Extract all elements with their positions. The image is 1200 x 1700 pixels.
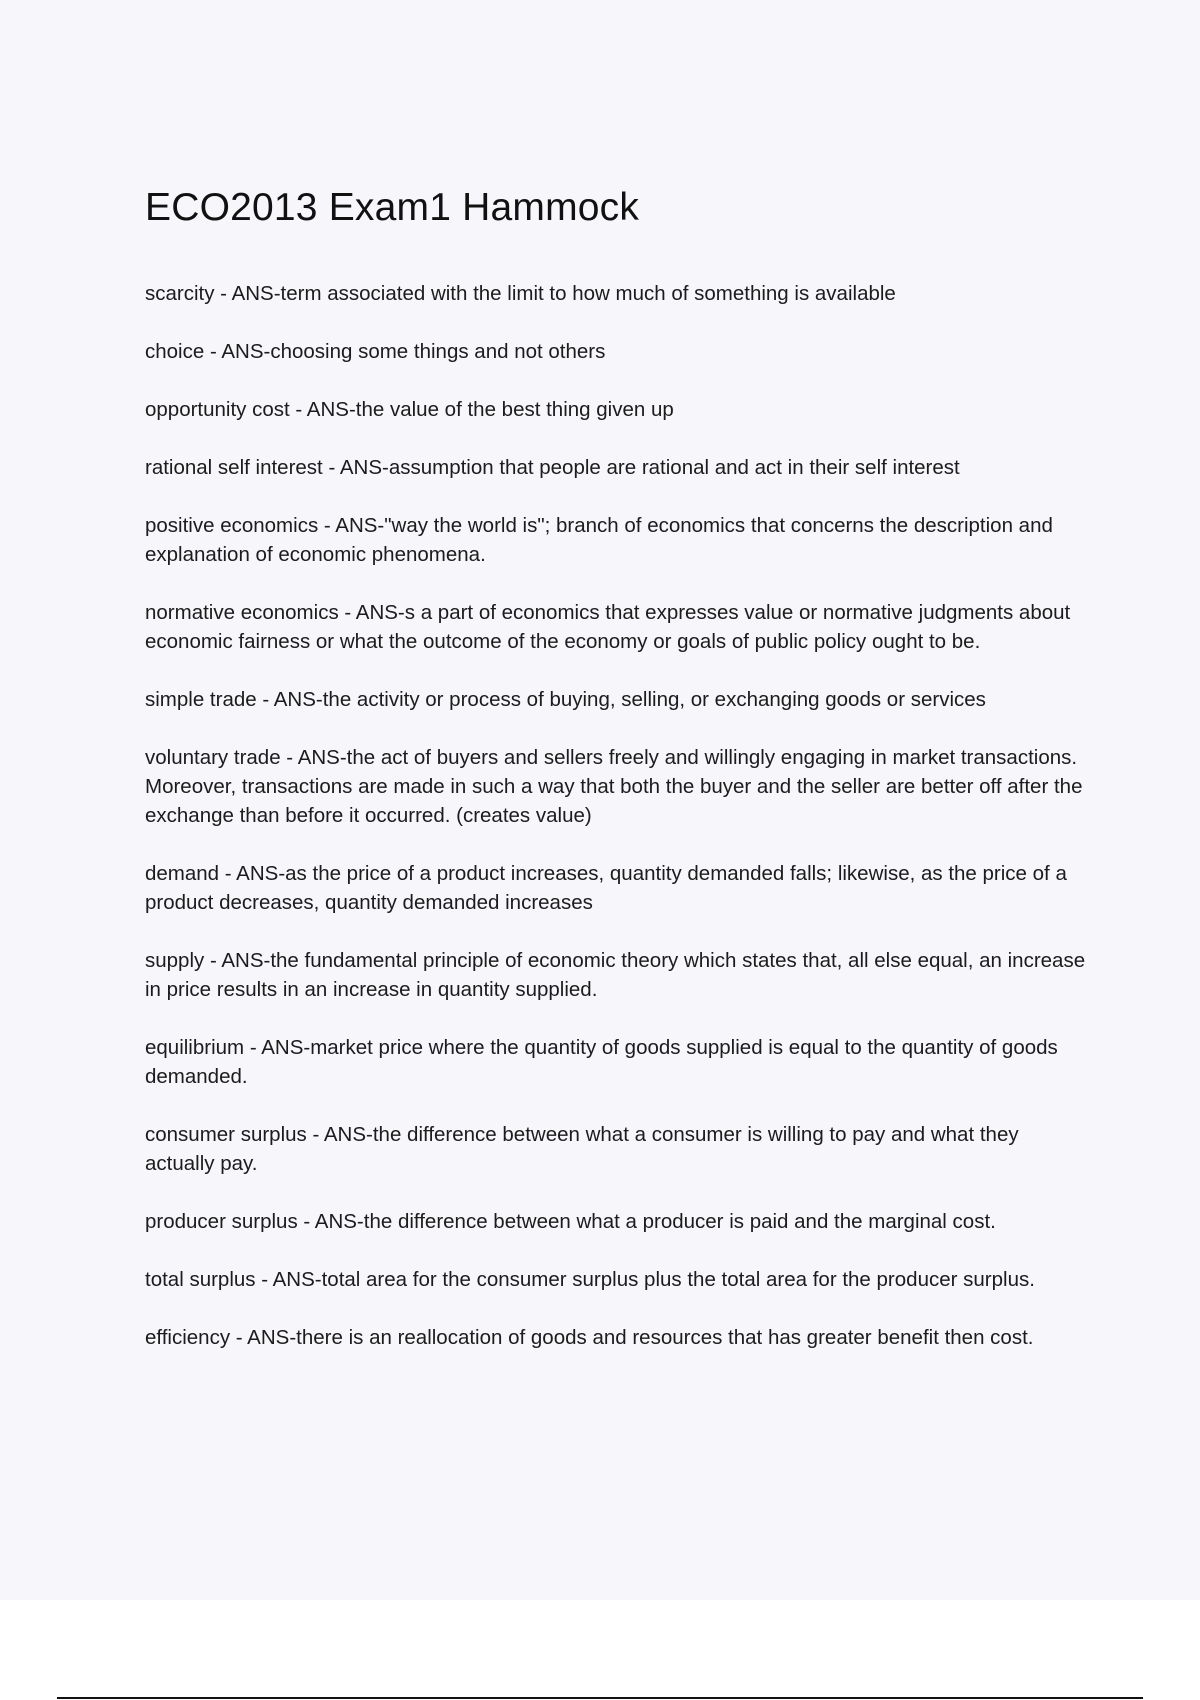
definition-entry-demand: demand - ANS-as the price of a product increases, quantity demanded falls; likewise, as the price of a product decreases, quantity demanded increases: [145, 862, 1067, 914]
document-title: ECO2013 Exam1 Hammock: [145, 186, 640, 229]
definition-entry-choice: choice - ANS-choosing some things and not others: [145, 340, 606, 363]
definition-entry-scarcity: scarcity - ANS-term associated with the limit to how much of something is available: [145, 282, 896, 305]
definition-list: [145, 279, 1090, 1381]
definition-entry-simple-trade: simple trade - ANS-the activity or process of buying, selling, or exchanging goods or services: [145, 688, 986, 711]
definition-entry-efficiency: efficiency - ANS-there is an reallocation of goods and resources that has greater benefit then cost.: [145, 1326, 1034, 1349]
page-bottom-divider: [57, 1697, 1143, 1699]
definition-entry-total-surplus: total surplus - ANS-total area for the consumer surplus plus the total area for the producer surplus.: [145, 1268, 1035, 1291]
definition-entry-voluntary-trade: voluntary trade - ANS-the act of buyers and sellers freely and willingly engaging in market transactions. Moreover, transactions are made in such a way that both the buyer and the seller are better off after the exchange than before it occurred. (creates value): [145, 746, 1083, 827]
definition-entry-equilibrium: equilibrium - ANS-market price where the quantity of goods supplied is equal to the quantity of goods demanded.: [145, 1036, 1058, 1088]
definition-entry-opportunity-cost: opportunity cost - ANS-the value of the best thing given up: [145, 398, 674, 421]
definition-entry-normative-economics: normative economics - ANS-s a part of economics that expresses value or normative judgments about economic fairness or what the outcome of the economy or goals of public policy ought to be.: [145, 601, 1071, 653]
definition-entry-consumer-surplus: consumer surplus - ANS-the difference between what a consumer is willing to pay and what they actually pay.: [145, 1123, 1019, 1175]
definition-entry-rational-self-interest: rational self interest - ANS-assumption that people are rational and act in their self interest: [145, 456, 960, 479]
definition-entry-supply: supply - ANS-the fundamental principle of economic theory which states that, all else equal, an increase in price results in an increase in quantity supplied.: [145, 949, 1086, 1001]
definition-entry-producer-surplus: producer surplus - ANS-the difference between what a producer is paid and the marginal cost.: [145, 1210, 996, 1233]
definition-entry-positive-economics: positive economics - ANS-"way the world is"; branch of economics that concerns the description and explanation of economic phenomena.: [145, 514, 1053, 566]
